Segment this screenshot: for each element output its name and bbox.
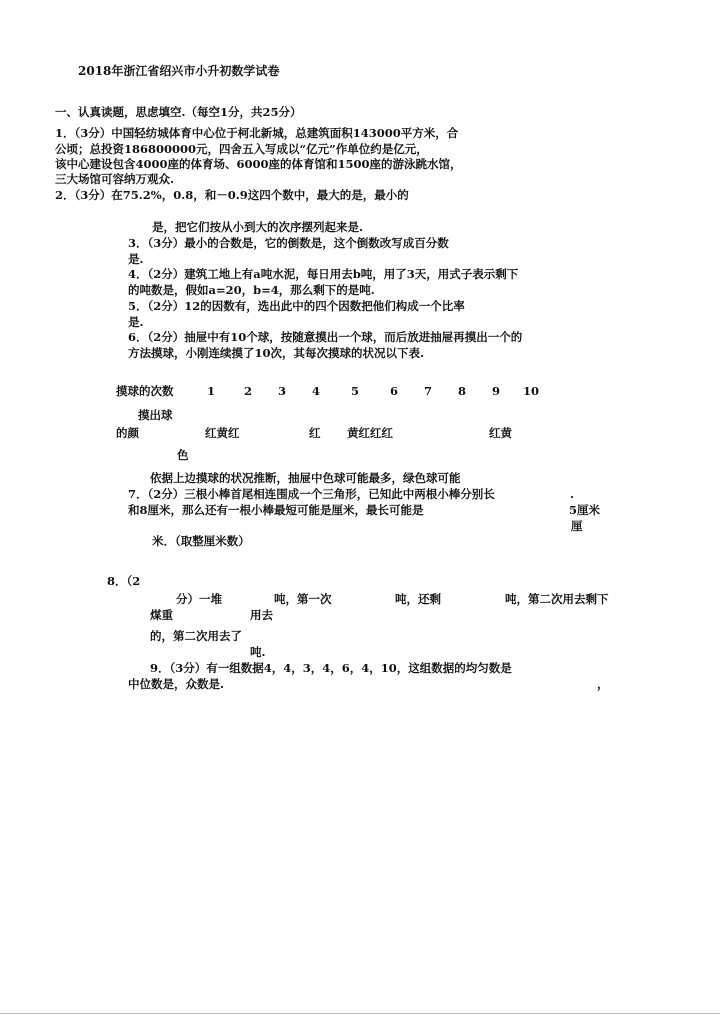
q1-line2: 公顷；总投资186800000元，四舍五入写成以“亿元”作单位约是亿元， — [55, 142, 428, 156]
q7-dot: . — [570, 487, 575, 501]
q5-line1: 5．（2分）12的因数有，选出此中的四个因数把他们构成一个比率 — [128, 299, 465, 313]
table-num: 4 — [312, 384, 321, 398]
q6-line2: 方法摸球，小刚连续摸了10次，其每次摸球的状况以下表. — [128, 346, 425, 360]
q8-w2: 吨，还剩 — [395, 592, 441, 606]
table-color-cell: 红黄 — [489, 426, 512, 440]
q8-line3: 煤重 — [150, 608, 173, 622]
page-bottom-border — [0, 1013, 720, 1014]
q8-line2: 分）一堆 — [176, 592, 222, 606]
table-num: 9 — [492, 384, 501, 398]
table-num: 6 — [390, 384, 399, 398]
table-row2-label-c: 色 — [177, 448, 189, 462]
table-num: 10 — [523, 384, 540, 398]
table-row2-label-a: 摸出球 — [138, 408, 173, 422]
q3-line1: 3．（3分）最小的合数是，它的倒数是，这个倒数改写成百分数 — [128, 236, 449, 250]
q8-w4: 用去 — [250, 608, 273, 622]
q1-line3: 该中心建设包含4000座的体育场、6000座的体育馆和1500座的游泳跳水馆， — [55, 157, 462, 171]
section-heading: 一、认真读题，思虑填空.（每空1分，共25分） — [55, 105, 302, 119]
q1-line4: 三大场馆可容纳万观众. — [55, 172, 175, 186]
q6-line1: 6．（2分）抽屉中有10个球，按随意摸出一个球，而后放进抽屉再摸出一个的 — [128, 330, 523, 344]
table-color-cell: 红黄红 — [205, 426, 240, 440]
q8-line4: 的，第二次用去了 — [150, 629, 242, 643]
exam-title: 2018年浙江省绍兴市小升初数学试卷 — [78, 64, 280, 78]
table-num: 3 — [278, 384, 287, 398]
table-num: 2 — [244, 384, 253, 398]
table-num: 7 — [424, 384, 433, 398]
q8-line5: 吨. — [250, 645, 266, 659]
q4-line2: 的吨数是，假如a=20，b=4，那么剩下的是吨. — [128, 283, 375, 297]
q7-side1: 5厘米 — [569, 503, 601, 517]
q4-line1: 4．（2分）建筑工地上有a吨水泥，每日用去b吨，用了3天，用式子表示剩下 — [128, 267, 519, 281]
q5-line2: 是. — [128, 315, 144, 329]
q6-after: 依据上边摸球的状况推断，抽屉中色球可能最多，绿色球可能 — [150, 471, 461, 485]
q7-line1: 7．（2分）三根小棒首尾相连围成一个三角形，已知此中两根小棒分别长 — [128, 487, 495, 501]
q2-line2: 是，把它们按从小到大的次序摆列起来是. — [152, 220, 364, 234]
q8-line1: 8．（2 — [107, 574, 141, 588]
q9-line2: 中位数是，众数是. — [128, 677, 225, 691]
table-row1-label: 摸球的次数 — [116, 384, 174, 398]
q9-comma: ， — [597, 677, 609, 691]
table-color-cell: 黄红红红 — [347, 426, 393, 440]
q2-line1: 2．（3分）在75.2%，0.8，和－0.9这四个数中，最大的是，最小的 — [55, 188, 409, 202]
table-color-cell: 红 — [309, 426, 321, 440]
q3-line2: 是. — [128, 252, 144, 266]
q9-line1: 9．（3分）有一组数据4，4，3，4，6，4，10，这组数据的均匀数是 — [150, 661, 512, 675]
table-row2-label-b: 的颜 — [116, 426, 139, 440]
q7-line3: 米．（取整厘米数） — [152, 534, 250, 548]
q1-line1: 1．（3分）中国轻纺城体育中心位于柯北新城，总建筑面积143000平方米，合 — [55, 126, 459, 140]
q7-line2: 和8厘米，那么还有一根小棒最短可能是厘米，最长可能是 — [128, 503, 424, 517]
table-num: 8 — [458, 384, 467, 398]
q7-side2: 厘 — [571, 519, 583, 533]
table-num: 5 — [351, 384, 360, 398]
q8-w1: 吨，第一次 — [274, 592, 332, 606]
table-num: 1 — [207, 384, 216, 398]
q8-w3: 吨，第二次用去剩下 — [505, 592, 609, 606]
